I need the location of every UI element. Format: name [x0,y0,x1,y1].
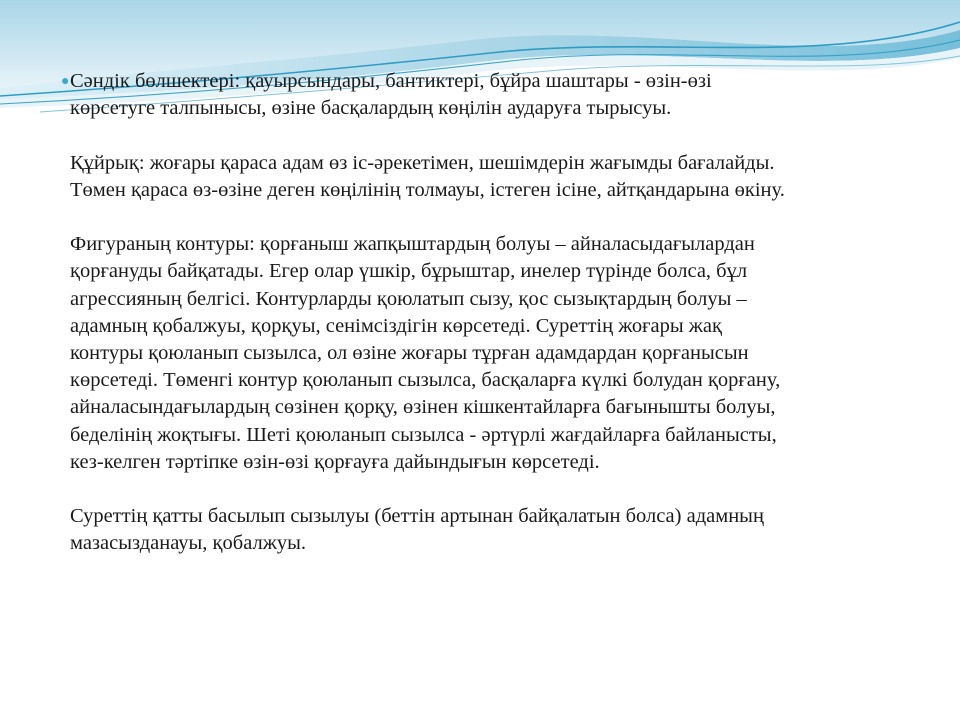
paragraph-tail: Құйрық: жоғары қараса адам өз іс-әрекетімен, шешімдерін жағымды бағалайды. Төмен қараса өз-өзіне деген көңілінің толмауы, істеген ісіне, айтқандарына өкіну. [70,151,785,201]
paragraph-figure-contour: Фигураның контуры: қорғаныш жапқыштардың болуы – айналасыдағылардан қорғануды байқатады. Егер олар үшкір, бұрыштар, инелер түрінде болса, бұл агрессияның белгісі. Контурларды қоюлатып сызу, қос сызықтардың болуы – адамның қобалжуы, қорқуы, сенімсіздігін көрсетеді. Суреттің жоғары жақ контуры қоюланып сызылса, ол өзіне жоғары тұрған адамдардан қорғанысын көрсетеді. Төменгі контур қоюланып сызылса, басқаларға күлкі болудан қорғану, айналасындағылардың сөзінен қорқу, өзінен кішкентайларға бағынышты болуы, беделінің жоқтығы. Шеті қоюланып сызылса - әртүрлі жағдайларға байланысты, кез-келген тәртіпке өзін-өзі қорғауға дайындығын көрсетеді. [70,233,781,473]
slide-text-body [61,68,910,585]
bullet-dot-icon: ● [61,74,70,89]
paragraph-decorative-details: Сәндік бөлшектері: қауырсындары, бантиктері, бұйра шаштары - өзін-өзі көрсетуге талпынысы, өзіне басқалардың көңілін аударуға тырысуы. [70,70,712,120]
paragraph-pressure-drawing: Суреттің қатты басылып сызылуы (беттін артынан байқалатын болса) адамның мазасызданауы, қобалжуы. [70,505,764,555]
